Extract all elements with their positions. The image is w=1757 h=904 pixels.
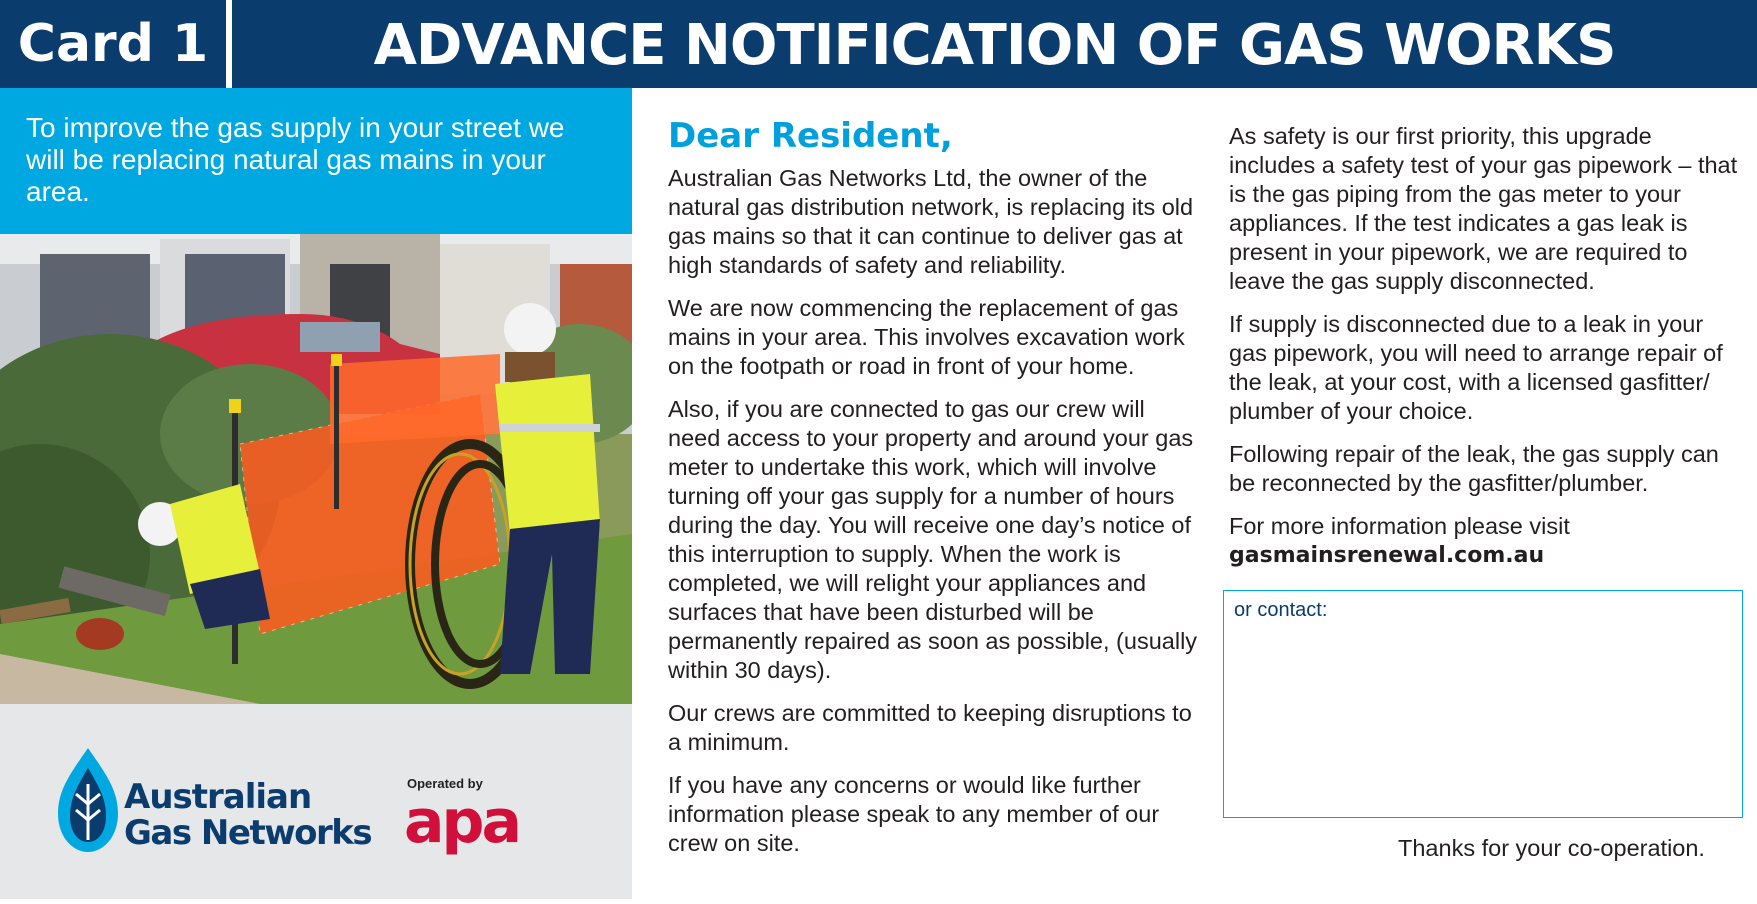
paragraph-access: Also, if you are connected to gas our crew will need access to your property and around your gas meter to undertake this work, which will involve turning off your gas supply for a number of hours during the day. You will receive one day’s notice of this interruption to supply. When the work is completed, we will relight your appliances and surfaces that have been disturbed will be permanently repaired as soon as possible, (usually within 30 days). — [668, 396, 1198, 683]
intro-banner: To improve the gas supply in your street we will be replacing natural gas mains in your area. — [0, 88, 632, 234]
paragraph-intro: Australian Gas Networks Ltd, the owner of the natural gas distribution network, is replacing its old gas mains so that it can continue to deliver gas at high standards of safety and reliability. — [668, 165, 1194, 278]
agn-flame-icon — [58, 748, 118, 852]
paragraph-disruptions: Our crews are committed to keeping disruptions to a minimum. — [668, 700, 1192, 755]
logo-panel — [0, 704, 632, 899]
header-banner — [0, 0, 1757, 88]
contact-box — [1223, 590, 1743, 818]
operated-by-label: Operated by — [407, 776, 483, 791]
paragraph-reconnect: Following repair of the leak, the gas supply can be reconnected by the gasfitter/plumber. — [1229, 441, 1719, 496]
paragraph-commencing: We are now commencing the replacement of gas mains in your area. This involves excavation work on the footpath or road in front of your home. — [668, 295, 1185, 379]
letter-column-right — [1229, 122, 1739, 570]
greeting: Dear Resident, — [668, 116, 953, 156]
paragraph-disconnected: If supply is disconnected due to a leak in your gas pipework, you will need to arrange repair of the leak, at your cost, with a licensed gasfitter/ plumber of your choice. — [1229, 311, 1723, 424]
agn-logo-line2: Gas Networks — [124, 813, 372, 853]
contact-label: or contact: — [1234, 599, 1328, 621]
card-label: Card 1 — [17, 14, 209, 74]
paragraph-safety: As safety is our first priority, this upgrade includes a safety test of your gas pipework – that is the gas piping from the gas meter to your appliances. If the test indicates a gas leak is present in your pipework, we are required to leave the gas supply disconnected. — [1229, 123, 1738, 294]
paragraph-concerns: If you have any concerns or would like further information please speak to any member of our crew on site. — [668, 772, 1160, 856]
page-title: ADVANCE NOTIFICATION OF GAS WORKS — [373, 13, 1616, 78]
more-info-text: For more information please visit — [1229, 513, 1570, 539]
thanks-text: Thanks for your co-operation. — [1398, 835, 1705, 861]
left-column — [0, 88, 632, 899]
worksite-illustration — [0, 234, 632, 704]
agn-logo-line1: Australian — [124, 777, 312, 817]
logos — [0, 704, 632, 899]
letter-column-left — [668, 112, 1198, 872]
apa-logo: apa — [404, 787, 519, 857]
website-link[interactable]: gasmainsrenewal.com.au — [1229, 543, 1545, 568]
